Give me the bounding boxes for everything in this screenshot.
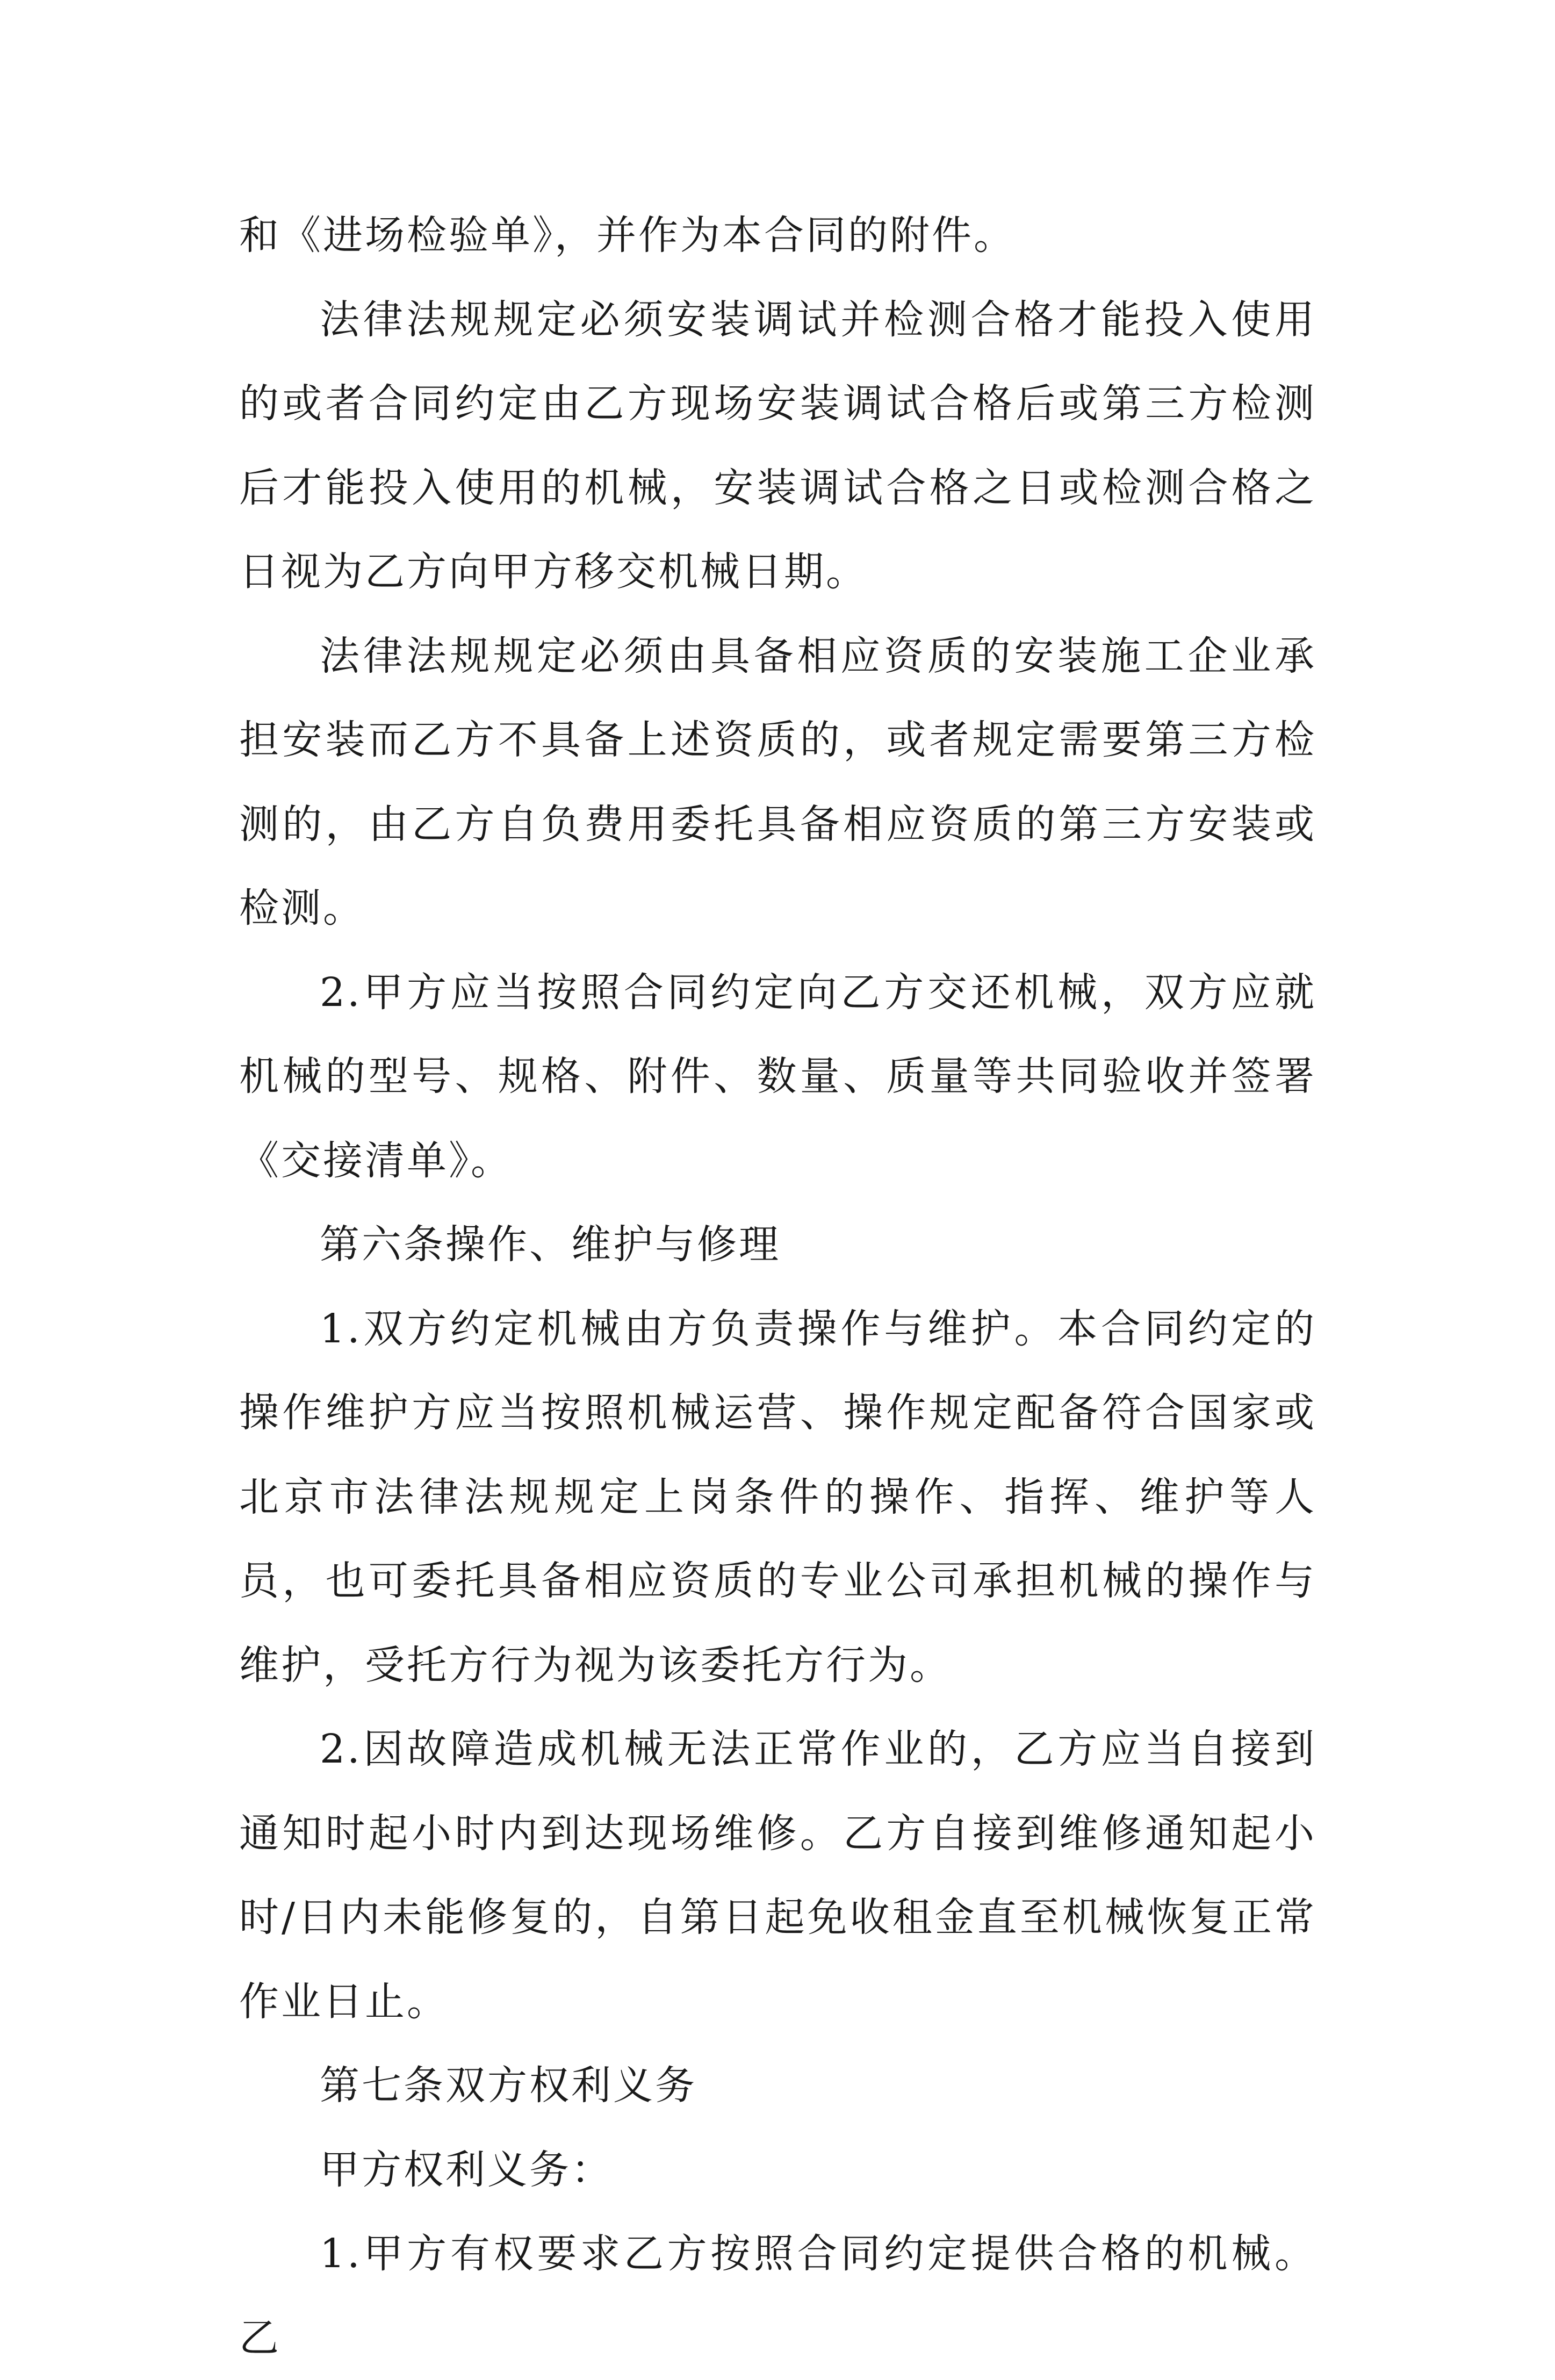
paragraph-return-machinery: 2.甲方应当按照合同约定向乙方交还机械，双方应就机械的型号、规格、附件、数量、质量等共同验收并签署《交接清单》。 bbox=[239, 969, 1316, 1184]
paragraph-repair-response: 2.因故障造成机械无法正常作业的，乙方应当自接到通知时起小时内到达现场维修。乙方自接到维修通知起小时/日内未能修复的，自第日起免收租金直至机械恢复正常作业日止。 bbox=[239, 1726, 1316, 2025]
paragraph-operation-maintenance: 1.双方约定机械由方负责操作与维护。本合同约定的操作维护方应当按照机械运营、操作规定配备符合国家或北京市法律法规规定上岗条件的操作、指挥、维护等人员，也可委托具备相应资质的专业公司承担机械的操作与维护，受托方行为视为该委托方行为。 bbox=[239, 1305, 1316, 1688]
paragraph-qualified-installer: 法律法规规定必须由具备相应资质的安装施工企业承担安装而乙方不具备上述资质的，或者规定需要第三方检测的，由乙方自负费用委托具备相应资质的第三方安装或检测。 bbox=[239, 632, 1316, 931]
paragraph-installation-delivery: 法律法规规定必须安装调试并检测合格才能投入使用的或者合同约定由乙方现场安装调试合格后或第三方检测后才能投入使用的机械，安装调试合格之日或检测合格之日视为乙方向甲方移交机械日期。 bbox=[239, 296, 1316, 595]
section-heading-article-6: 第六条操作、维护与修理 bbox=[320, 1221, 781, 1268]
section-heading-article-7: 第七条双方权利义务 bbox=[320, 2062, 697, 2109]
document-body bbox=[239, 193, 1316, 2380]
paragraph-annex-reference: 和《进场检验单》，并作为本合同的附件。 bbox=[239, 212, 1016, 258]
paragraph-party-a-right-1: 1.甲方有权要求乙方按照合同约定提供合格的机械。乙 bbox=[239, 2231, 1316, 2361]
subheading-party-a-rights: 甲方权利义务： bbox=[320, 2146, 613, 2193]
